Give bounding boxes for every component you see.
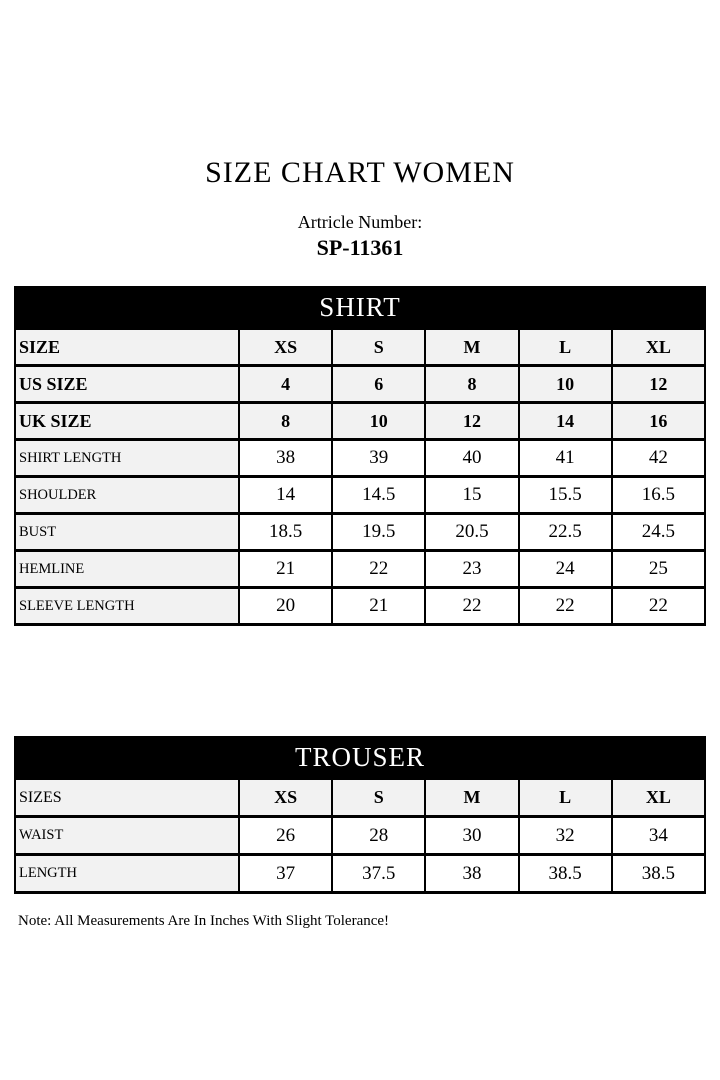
table-cell: 39 <box>332 440 425 477</box>
table-cell: 32 <box>519 817 612 855</box>
table-cell: 41 <box>519 440 612 477</box>
table-row <box>15 403 705 440</box>
table-cell: 42 <box>612 440 705 477</box>
table-cell: 38 <box>239 440 332 477</box>
row-label: SLEEVE LENGTH <box>15 588 239 625</box>
table-cell: 38 <box>425 855 518 893</box>
table-cell: 22.5 <box>519 514 612 551</box>
table-cell: 21 <box>332 588 425 625</box>
table-cell: 22 <box>425 588 518 625</box>
table-cell: 22 <box>332 551 425 588</box>
table-cell: 26 <box>239 817 332 855</box>
table-cell: 38.5 <box>519 855 612 893</box>
table-cell: XS <box>239 779 332 817</box>
table-cell: 30 <box>425 817 518 855</box>
table-cell: 22 <box>519 588 612 625</box>
table-cell: 14 <box>519 403 612 440</box>
table-row <box>15 366 705 403</box>
table-row <box>15 779 705 817</box>
table-cell: 40 <box>425 440 518 477</box>
table-cell: 10 <box>332 403 425 440</box>
trouser-table-title: TROUSER <box>15 737 705 779</box>
table-cell: 16 <box>612 403 705 440</box>
table-cell: 20 <box>239 588 332 625</box>
table-cell: 37 <box>239 855 332 893</box>
table-cell: 34 <box>612 817 705 855</box>
table-cell: 8 <box>239 403 332 440</box>
table-cell: 18.5 <box>239 514 332 551</box>
table-cell: 8 <box>425 366 518 403</box>
table-cell: M <box>425 329 518 366</box>
table-cell: XL <box>612 329 705 366</box>
row-label: HEMLINE <box>15 551 239 588</box>
table-cell: S <box>332 329 425 366</box>
row-label: BUST <box>15 514 239 551</box>
table-cell: 24 <box>519 551 612 588</box>
table-cell: 12 <box>425 403 518 440</box>
article-number-label: Artricle Number: <box>297 212 423 232</box>
table-cell: 10 <box>519 366 612 403</box>
table-cell: 22 <box>612 588 705 625</box>
table-cell: 15.5 <box>519 477 612 514</box>
shirt-size-table <box>14 286 706 626</box>
trouser-size-table <box>14 736 706 894</box>
shirt-table-title: SHIRT <box>15 287 705 329</box>
table-row <box>15 551 705 588</box>
table-cell: XL <box>612 779 705 817</box>
row-label: US SIZE <box>15 366 239 403</box>
table-cell: 19.5 <box>332 514 425 551</box>
table-cell: XS <box>239 329 332 366</box>
table-row <box>15 817 705 855</box>
table-cell: 20.5 <box>425 514 518 551</box>
trouser-table-title-row <box>15 737 705 779</box>
table-cell: 14.5 <box>332 477 425 514</box>
table-cell: 12 <box>612 366 705 403</box>
row-label: SIZES <box>15 779 239 817</box>
row-label: SHOULDER <box>15 477 239 514</box>
table-cell: 16.5 <box>612 477 705 514</box>
table-cell: 15 <box>425 477 518 514</box>
table-cell: 6 <box>332 366 425 403</box>
table-cell: 38.5 <box>612 855 705 893</box>
table-cell: 4 <box>239 366 332 403</box>
table-cell: M <box>425 779 518 817</box>
table-row <box>15 477 705 514</box>
table-row <box>15 440 705 477</box>
row-label: SHIRT LENGTH <box>15 440 239 477</box>
article-number-value: SP-11361 <box>316 235 404 260</box>
table-cell: 23 <box>425 551 518 588</box>
shirt-table-title-row <box>15 287 705 329</box>
table-cell: S <box>332 779 425 817</box>
measurement-note: Note: All Measurements Are In Inches With Slight Tolerance! <box>18 913 390 929</box>
table-cell: 37.5 <box>332 855 425 893</box>
table-cell: L <box>519 779 612 817</box>
table-cell: 21 <box>239 551 332 588</box>
table-cell: 14 <box>239 477 332 514</box>
page-title: SIZE CHART WOMEN <box>205 156 515 189</box>
table-cell: 25 <box>612 551 705 588</box>
table-cell: 28 <box>332 817 425 855</box>
table-row <box>15 855 705 893</box>
table-cell: L <box>519 329 612 366</box>
table-cell: 24.5 <box>612 514 705 551</box>
row-label: UK SIZE <box>15 403 239 440</box>
row-label: SIZE <box>15 329 239 366</box>
table-row <box>15 514 705 551</box>
row-label: WAIST <box>15 817 239 855</box>
table-row <box>15 588 705 625</box>
row-label: LENGTH <box>15 855 239 893</box>
table-row <box>15 329 705 366</box>
